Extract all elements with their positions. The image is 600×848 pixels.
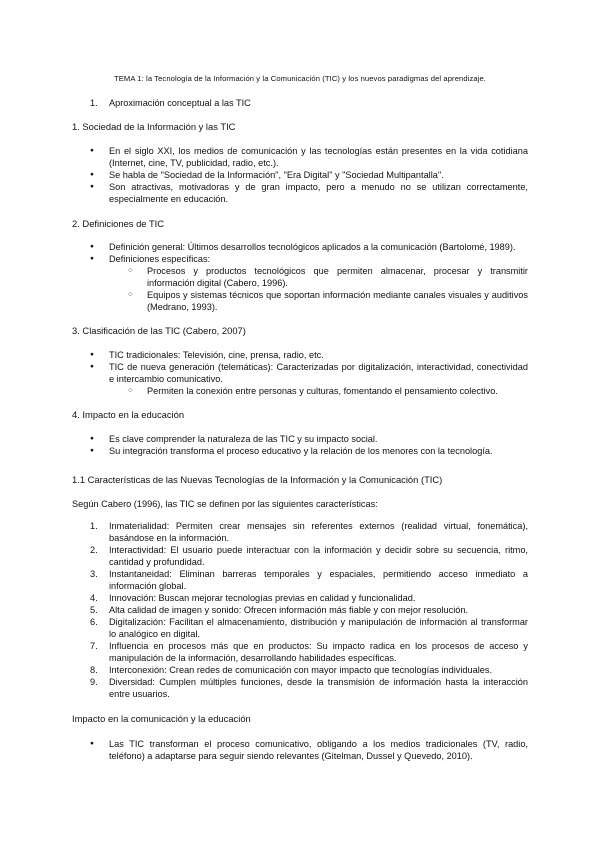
list-item [72, 544, 528, 568]
item-number: 6. [90, 617, 98, 627]
section-1-1-intro: Según Cabero (1996), las TIC se definen por las siguientes características: [72, 499, 378, 509]
section-1-title: 1. Sociedad de la Información y las TIC [72, 121, 236, 132]
list-item [72, 664, 528, 676]
item-text: Digitalización: Facilitan el almacenamiento, distribución y manipulación de información al transformar lo analógico en digital. [109, 617, 528, 639]
item-text: Alta calidad de imagen y sonido: Ofrecen información más fiable y con mejor resolución. [109, 605, 469, 615]
list-item: ● En el siglo XXI, los medios de comunicación y las tecnologías están presentes en la vida cotidiana (Internet, cine, TV, publicidad, radio, etc.). [72, 145, 528, 169]
item-number: 7. [90, 641, 98, 651]
item-text: Influencia en procesos más que en productos: Su impacto radica en los procesos de acceso y manipulación de la información, desarrollando habilidades específicas. [109, 641, 528, 663]
list-item: ● Es clave comprender la naturaleza de las TIC y su impacto social. [72, 433, 528, 445]
list-item: ● TIC de nueva generación (telemáticas): Caracterizadas por digitalización, interactividad, conectividad e intercambio comunicativo. [72, 361, 528, 385]
list-item: ● Las TIC transforman el proceso comunicativo, obligando a los medios tradicionales (TV, radio, teléfono) a adaptarse para seguir siendo relevantes (Gitelman, Dussel y Quevedo, 2010). [72, 738, 528, 762]
item-number: 5. [90, 605, 98, 615]
item-text: Innovación: Buscan mejorar tecnologías previas en calidad y funcionalidad. [109, 593, 416, 603]
section-impact-list [72, 738, 528, 762]
characteristics-list [72, 520, 528, 700]
list-item [72, 616, 528, 640]
list-item: ● Su integración transforma el proceso educativo y la relación de los menores con la tecnología. [72, 445, 528, 457]
list-item: ● Se habla de "Sociedad de la Información", "Era Digital" y "Sociedad Multipantalla". [72, 169, 528, 181]
list-item: ● Son atractivas, motivadoras y de gran impacto, pero a menudo no se utilizan correctamente, especialmente en educación. [72, 181, 528, 205]
document-header: TEMA 1: la Tecnología de la Información y la Comunicación (TIC) y los nuevos paradigmas del aprendizaje. [114, 74, 486, 83]
section-4-list [72, 433, 528, 457]
section-impact-title: Impacto en la comunicación y la educación [72, 713, 251, 724]
intro-item-text: Aproximación conceptual a las TIC [109, 98, 251, 108]
section-1-1-title: 1.1 Características de las Nuevas Tecnologías de la Información y la Comunicación (TIC) [72, 474, 443, 485]
item-text: Interactividad: El usuario puede interactuar con la información y decidir sobre su secuencia, ritmo, cantidad y profundidad. [109, 545, 528, 567]
list-item [72, 640, 528, 664]
list-item [72, 568, 528, 592]
item-number: 2. [90, 545, 98, 555]
item-text: Interconexión: Crean redes de comunicación con mayor impacto que tecnologías individuales. [109, 665, 493, 675]
list-item [72, 592, 528, 604]
list-item [72, 520, 528, 544]
item-number: 4. [90, 593, 98, 603]
item-text: Instantaneidad: Eliminan barreras temporales y espaciales, permitiendo acceso inmediato a información global. [109, 569, 528, 591]
sub-list-item: ○ Permiten la conexión entre personas y culturas, fomentando el pensamiento colectivo. [72, 385, 528, 397]
item-number: 8. [90, 665, 98, 675]
section-2-list [72, 241, 528, 313]
intro-item [72, 97, 528, 109]
list-item: ● Definición general: Últimos desarrollos tecnológicos aplicados a la comunicación (Bartolomé, 1989). [72, 241, 528, 253]
intro-item-number: 1. [90, 98, 98, 108]
list-item: ● TIC tradicionales: Televisión, cine, prensa, radio, etc. [72, 349, 528, 361]
section-1-list [72, 145, 528, 205]
section-4-title: 4. Impacto en la educación [72, 409, 185, 420]
sub-list-item: ○ Procesos y productos tecnológicos que permiten almacenar, procesar y transmitir información digital (Cabero, 1996). [72, 265, 528, 289]
list-item: ● Definiciones específicas: [72, 253, 528, 265]
item-text: Inmaterialidad: Permiten crear mensajes sin referentes externos (realidad virtual, fonemática), basándose en la información. [109, 521, 528, 543]
item-number: 9. [90, 677, 98, 687]
list-item [72, 604, 528, 616]
list-item [72, 676, 528, 700]
item-text: Diversidad: Cumplen múltiples funciones, desde la transmisión de información hasta la interacción entre usuarios. [109, 677, 528, 699]
sub-list-item: ○ Equipos y sistemas técnicos que soportan información mediante canales visuales y auditivos (Medrano, 1993). [72, 289, 528, 313]
section-2-title: 2. Definiciones de TIC [72, 218, 165, 229]
section-3-list [72, 349, 528, 397]
section-3-title: 3. Clasificación de las TIC (Cabero, 2007) [72, 325, 246, 336]
item-number: 1. [90, 521, 98, 531]
item-number: 3. [90, 569, 98, 579]
